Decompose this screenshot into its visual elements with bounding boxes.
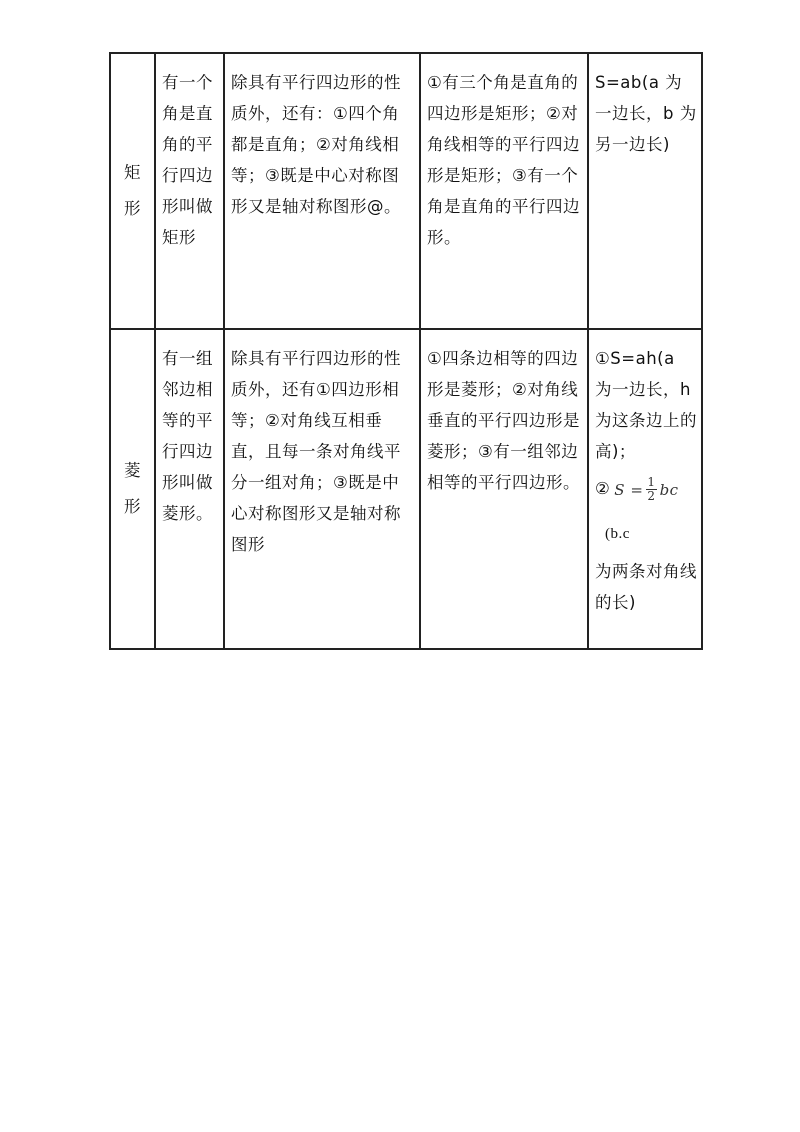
shape-name: 菱 形 — [124, 461, 141, 516]
criteria-cell — [420, 53, 588, 329]
criteria-text: ①四条边相等的四边形是菱形；②对角线垂直的平行四边形是菱形；③有一组邻边相等的平行四边形。 — [427, 349, 580, 492]
shape-name-cell — [110, 329, 155, 649]
area-cell — [588, 329, 702, 649]
formula-rhs: bc — [659, 480, 679, 499]
area-text: S=ab(a 为一边长，b 为另一边长) — [595, 73, 697, 154]
definition-text: 有一个 角是直 角的平 行四边 形叫做 矩形 — [162, 73, 213, 247]
properties-cell — [224, 329, 420, 649]
formula-lhs: S = — [614, 480, 644, 499]
area-formula — [614, 468, 678, 512]
formula-numerator: 1 — [647, 475, 656, 489]
criteria-cell — [420, 329, 588, 649]
area-line-2 — [595, 467, 697, 556]
table-row-rhombus — [110, 329, 702, 649]
shape-name: 矩 形 — [124, 163, 141, 218]
properties-text: 除具有平行四边形的性质外，还有：①四个角都是直角；②对角线相等；③既是中心对称图形又是轴对称图形@。 — [231, 73, 401, 216]
criteria-text: ①有三个角是直角的四边形是矩形；②对角线相等的平行四边形是矩形；③有一个角是直角的平行四边形。 — [427, 73, 580, 247]
definition-cell — [155, 53, 224, 329]
area-line-3: 为两条对角线的长) — [595, 561, 697, 612]
definition-text: 有一组 邻边相 等的平 行四边 形叫做 菱形。 — [162, 349, 213, 523]
properties-text: 除具有平行四边形的性质外，还有①四边形相等；②对角线互相垂直，且每一条对角线平分一组对角；③既是中心对称图形又是轴对称图形 — [231, 349, 401, 554]
formula-fraction — [646, 476, 656, 503]
definition-cell — [155, 329, 224, 649]
shape-name-cell — [110, 53, 155, 329]
area-tail: (b.c — [605, 525, 630, 542]
area-line-1: ①S=ah(a 为一边长，h 为这条边上的高)； — [595, 349, 697, 461]
area-cell — [588, 53, 702, 329]
quadrilateral-properties-table — [109, 52, 703, 650]
area-marker-2: ② — [595, 479, 611, 498]
table-row-rectangle — [110, 53, 702, 329]
properties-cell — [224, 53, 420, 329]
area-content — [589, 330, 701, 622]
formula-denominator: 2 — [647, 489, 656, 503]
